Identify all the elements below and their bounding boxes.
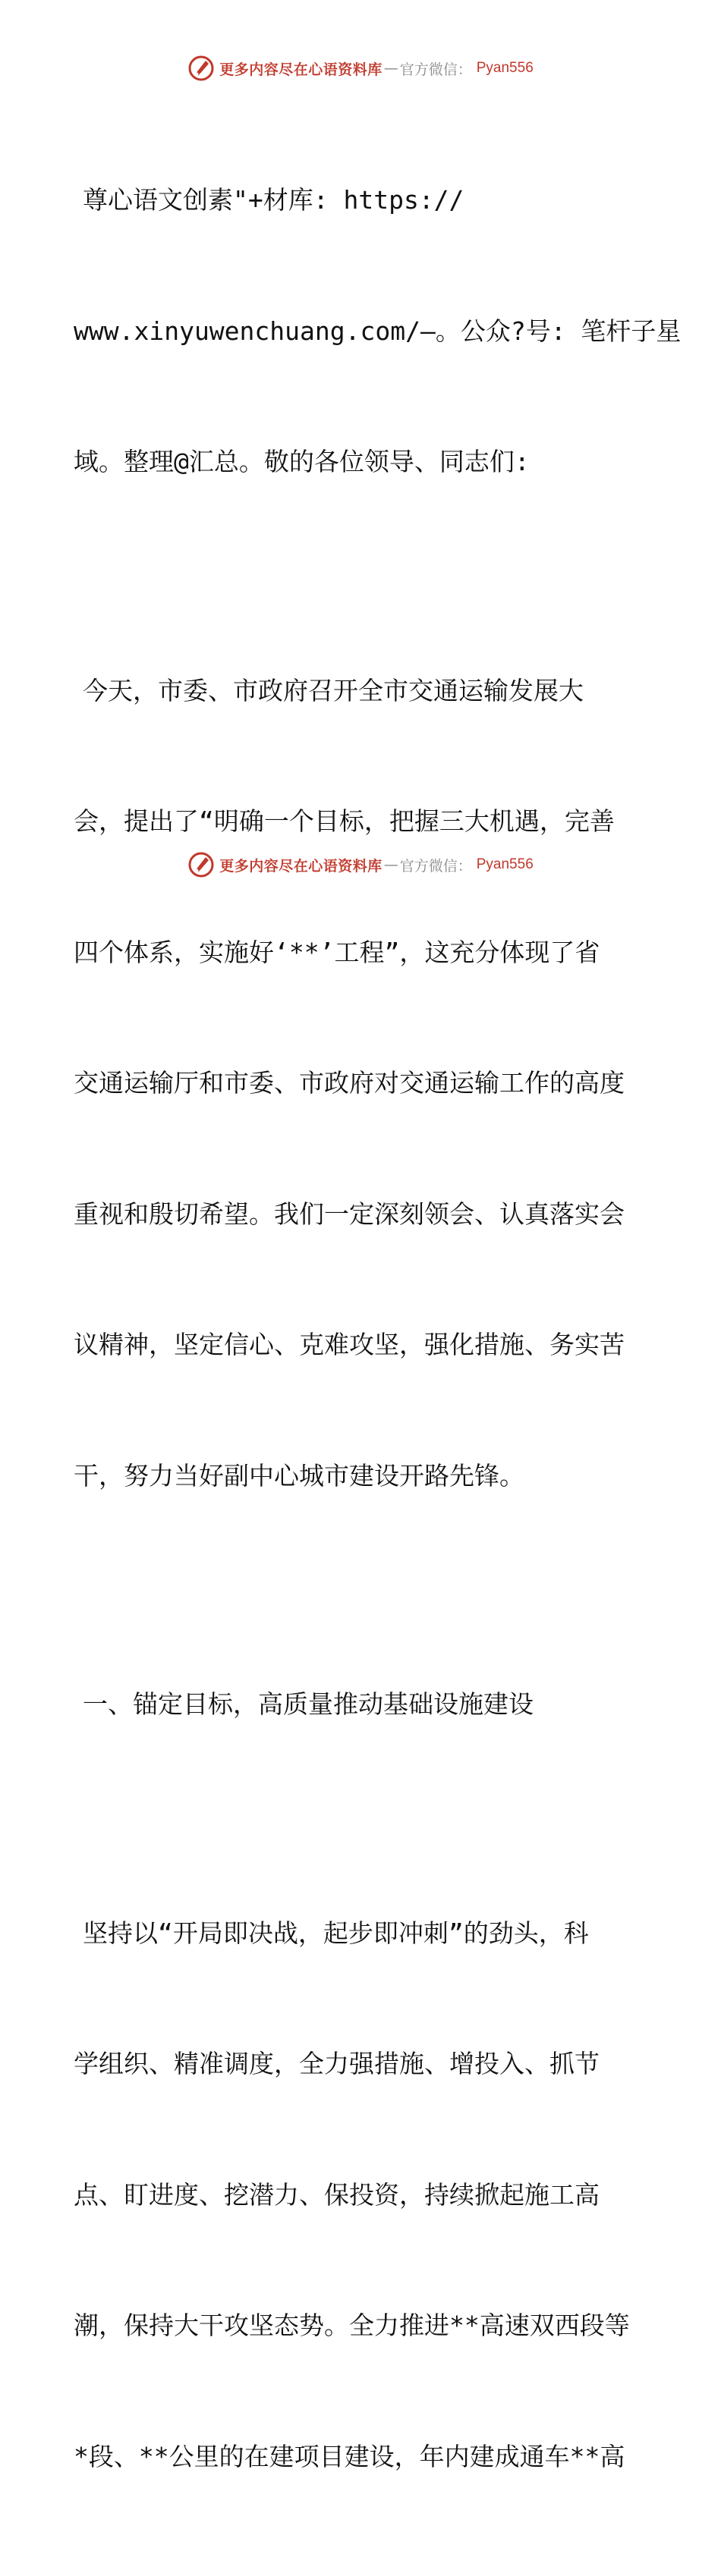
text-line: 尊心语文创素"+材库: https://	[83, 185, 464, 215]
text-line: 交通运输厅和市委、市政府对交通运输工作的高度	[74, 1068, 625, 1098]
watermark-banner-bottom	[0, 850, 721, 880]
pen-logo-icon	[187, 851, 215, 878]
watermark-wechat-label: 官方微信：	[399, 857, 472, 875]
text-line: 重视和殷切希望。我们一定深刻领会、认真落实会	[74, 1198, 625, 1229]
text-line: 干，努力当好副中心城市建设开路先锋。	[74, 1460, 524, 1491]
text-line: 潮，保持大干攻坚态势。全力推进**高速双西段等	[74, 2311, 630, 2340]
document-body	[74, 91, 682, 2576]
text-line: 会，提出了“明确一个目标，把握三大机遇，完善	[74, 806, 615, 836]
text-line: 域。整理@汇总。敬的各位领导、同志们:	[74, 447, 530, 476]
text-line: 议精神，坚定信心、克难攻坚，强化措施、务实苦	[74, 1330, 625, 1359]
text-line: 四个体系，实施好‘**’工程”，这充分体现了省	[74, 937, 600, 967]
watermark-dash: —	[383, 856, 398, 873]
section-heading	[74, 1595, 650, 1814]
text-line: 学组织、精准调度，全力强措施、增投入、抓节	[74, 2049, 600, 2078]
paragraph-section-1	[74, 1824, 650, 2566]
watermark-wechat-label: 官方微信：	[399, 61, 472, 78]
paragraph-opening	[74, 582, 650, 1585]
text-line: *段、**公里的在建项目建设，年内建成通车**高	[74, 2441, 625, 2471]
watermark-wechat-id: Pyan556	[476, 60, 534, 76]
text-line: 坚持以“开局即决战，起步即冲刺”的劲头，科	[83, 1918, 589, 1948]
watermark-text: 更多内容尽在心语资料库	[219, 857, 383, 875]
watermark-banner-top	[0, 53, 721, 83]
text-line: 今天，市委、市政府召开全市交通运输发展大	[83, 675, 584, 705]
paragraph-intro	[74, 91, 682, 571]
text-line: 点、盯进度、挖潜力、保投资，持续掀起施工高	[74, 2179, 600, 2210]
watermark-dash: —	[383, 60, 398, 77]
pen-logo-icon	[187, 55, 215, 82]
watermark-wechat-id: Pyan556	[476, 856, 534, 872]
watermark-text: 更多内容尽在心语资料库	[219, 61, 383, 78]
text-line: www.xinyuwenchuang.com/—。公众?号: 笔杆子星	[74, 316, 682, 346]
heading-line: 一、锚定目标，高质量推动基础设施建设	[83, 1689, 534, 1719]
